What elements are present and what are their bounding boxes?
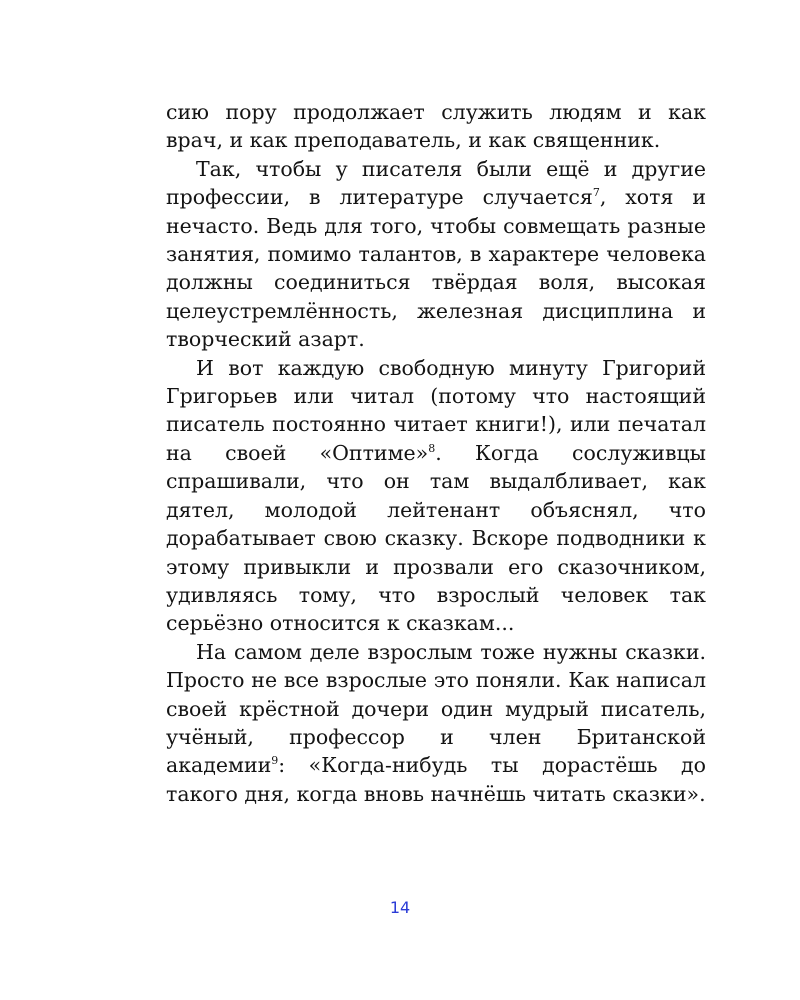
paragraph-2 (166, 155, 706, 354)
footnote-ref-8: 8 (428, 442, 436, 456)
paragraph-3-text-end: . Когда сослуживцы спрашивали, что он там выдалбливает, как дятел, молодой лейтенант объяснял, что дорабатывает свою сказку. Вскоре подводники к этому привыкли и прозвали его сказочником, удивляясь тому, что взрослый человек так серьёзно относится к сказкам... (166, 440, 707, 636)
paragraph-1: сию пору продолжает служить людям и как врач, и как преподаватель, и как священник. (166, 100, 706, 153)
footnote-ref-7: 7 (592, 186, 600, 200)
paragraph-2-text-start: Так, чтобы у писателя были ещё и другие профессии, в литературе случается (166, 156, 706, 210)
page-body (166, 98, 706, 808)
paragraph-3 (166, 354, 706, 638)
paragraph-4-text-start: На самом деле взрослым тоже нужны сказки. Просто не все взрослые это поняли. Как написал своей крёстной дочери один мудрый писатель, учёный, профессор и член Британской академии (166, 639, 706, 778)
page-number: 14 (389, 898, 411, 917)
paragraph-4 (166, 638, 706, 808)
paragraph-3-text-start: И вот каждую свободную минуту Григорий Григорьев или читал (потому что настоящий писатель постоянно читает книги!), или печатал на своей «Оптиме» (166, 355, 706, 465)
paragraph-4-text-end: : «Когда-нибудь ты дорастёшь до такого дня, когда вновь начнёшь читать сказки». (166, 753, 706, 806)
footnote-ref-9: 9 (271, 754, 279, 768)
paragraph-2-text-end: , хотя и нечасто. Ведь для того, чтобы совмещать разные занятия, помимо талантов, в характере человека должны соединиться твёрдая воля, высокая целеустремлённость, железная дисциплина и творческий азарт. (166, 185, 707, 352)
